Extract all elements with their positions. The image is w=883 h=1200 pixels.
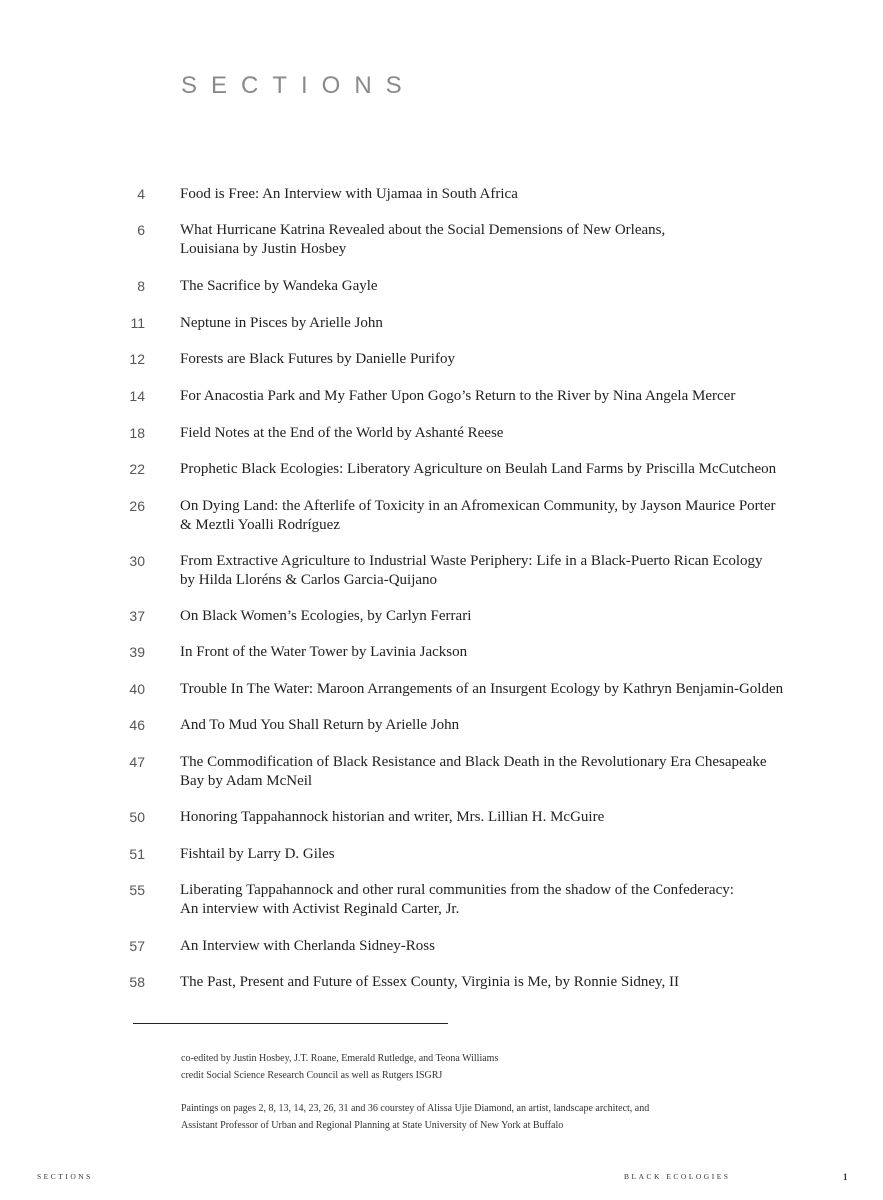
toc-entry-title: [180, 221, 860, 259]
toc-page-number: 30: [129, 553, 145, 569]
toc-title-line: And To Mud You Shall Return by Arielle John: [180, 717, 460, 733]
toc-title-line: by Hilda Lloréns & Carlos Garcia-Quijano: [180, 572, 438, 588]
toc-title-line: An Interview with Cherlanda Sidney-Ross: [180, 938, 435, 954]
toc-entry-title: [180, 643, 860, 662]
toc-entry-title: [180, 973, 860, 992]
divider: [133, 1023, 448, 1024]
toc-title-line: The Commodification of Black Resistance and Black Death in the Revolutionary Era Chesapeake: [180, 754, 767, 770]
toc-page-number: 6: [137, 222, 145, 238]
toc-page-number: 11: [130, 315, 145, 331]
toc-title-line: An interview with Activist Reginald Carter, Jr.: [180, 901, 460, 917]
footer-publication-title: BLACK ECOLOGIES: [624, 1172, 731, 1181]
toc-title-line: Bay by Adam McNeil: [180, 773, 313, 789]
toc-entry-title: [180, 716, 860, 735]
toc-entry-title: [180, 460, 860, 479]
institution-credit: credit Social Science Research Council as well as Rutgers ISGRJ: [181, 1070, 443, 1081]
toc-entry-title: [180, 808, 860, 827]
toc-title-line: Louisiana by Justin Hosbey: [180, 241, 347, 257]
toc-page-number: 57: [129, 938, 145, 954]
toc-entry-title: [180, 314, 860, 333]
toc-title-line: & Meztli Yoalli Rodríguez: [180, 517, 340, 533]
toc-entry-title: [180, 753, 860, 791]
coeditors-credit: co-edited by Justin Hosbey, J.T. Roane, Emerald Rutledge, and Teona Williams: [181, 1053, 499, 1064]
credits-block: [181, 1050, 781, 1134]
toc-title-line: Honoring Tappahannock historian and writer, Mrs. Lillian H. McGuire: [180, 809, 605, 825]
toc-page-number: 37: [129, 608, 145, 624]
toc-page-number: 22: [129, 461, 145, 477]
toc-page-number: 58: [129, 974, 145, 990]
toc-title-line: In Front of the Water Tower by Lavinia Jackson: [180, 644, 468, 660]
toc-title-line: From Extractive Agriculture to Industrial Waste Periphery: Life in a Black-Puerto Rican Ecology: [180, 553, 763, 569]
toc-page-number: 50: [129, 809, 145, 825]
toc-page-number: 14: [129, 388, 145, 404]
toc-page-number: 47: [129, 754, 145, 770]
toc-page-number: 18: [129, 425, 145, 441]
toc-entry-title: [180, 185, 860, 204]
toc-title-line: For Anacostia Park and My Father Upon Gogo’s Return to the River by Nina Angela Mercer: [180, 388, 736, 404]
toc-page-number: 8: [137, 278, 145, 294]
toc-page-number: 12: [129, 351, 145, 367]
page-title: SECTIONS: [181, 72, 416, 99]
toc-entry-title: [180, 845, 860, 864]
toc-entry-title: [180, 387, 860, 406]
toc-title-line: The Past, Present and Future of Essex County, Virginia is Me, by Ronnie Sidney, II: [180, 974, 680, 990]
toc-page-number: 55: [129, 882, 145, 898]
toc-entry-title: [180, 552, 860, 590]
toc-title-line: Forests are Black Futures by Danielle Purifoy: [180, 351, 455, 367]
toc-title-line: On Black Women’s Ecologies, by Carlyn Ferrari: [180, 608, 472, 624]
toc-page-number: 46: [129, 717, 145, 733]
footer-section-label: SECTIONS: [37, 1172, 93, 1181]
toc-title-line: Neptune in Pisces by Arielle John: [180, 315, 383, 331]
toc-entry-title: [180, 881, 860, 919]
toc-title-line: Prophetic Black Ecologies: Liberatory Agriculture on Beulah Land Farms by Priscilla McCutcheon: [180, 461, 777, 477]
toc-title-line: Trouble In The Water: Maroon Arrangements of an Insurgent Ecology by Kathryn Benjamin-Golden: [180, 681, 784, 697]
toc-title-line: Fishtail by Larry D. Giles: [180, 846, 335, 862]
toc-entry-title: [180, 937, 860, 956]
toc-entry-title: [180, 680, 860, 699]
toc-entry-title: [180, 424, 860, 443]
toc-title-line: On Dying Land: the Afterlife of Toxicity in an Afromexican Community, by Jayson Maurice Porter: [180, 498, 776, 514]
toc-page-number: 4: [137, 186, 145, 202]
toc-page-number: 40: [129, 681, 145, 697]
toc-page-number: 39: [129, 644, 145, 660]
toc-entry-title: [180, 607, 860, 626]
toc-title-line: Liberating Tappahannock and other rural communities from the shadow of the Confederacy:: [180, 882, 734, 898]
footer-page-number: 1: [843, 1172, 848, 1182]
toc-entry-title: [180, 497, 860, 535]
toc-title-line: Field Notes at the End of the World by Ashanté Reese: [180, 425, 504, 441]
paintings-credit-line-2: Assistant Professor of Urban and Regional Planning at State University of New York at Buffalo: [181, 1120, 564, 1131]
toc-entry-title: [180, 277, 860, 296]
toc-title-line: Food is Free: An Interview with Ujamaa in South Africa: [180, 186, 518, 202]
toc-title-line: What Hurricane Katrina Revealed about the Social Demensions of New Orleans,: [180, 222, 666, 238]
toc-title-line: The Sacrifice by Wandeka Gayle: [180, 278, 378, 294]
paintings-credit-line-1: Paintings on pages 2, 8, 13, 14, 23, 26, 31 and 36 courstey of Alissa Ujie Diamond, an artist, landscape architect, and: [181, 1103, 650, 1114]
toc-page-number: 26: [129, 498, 145, 514]
toc-page-number: 51: [129, 846, 145, 862]
toc-entry-title: [180, 350, 860, 369]
